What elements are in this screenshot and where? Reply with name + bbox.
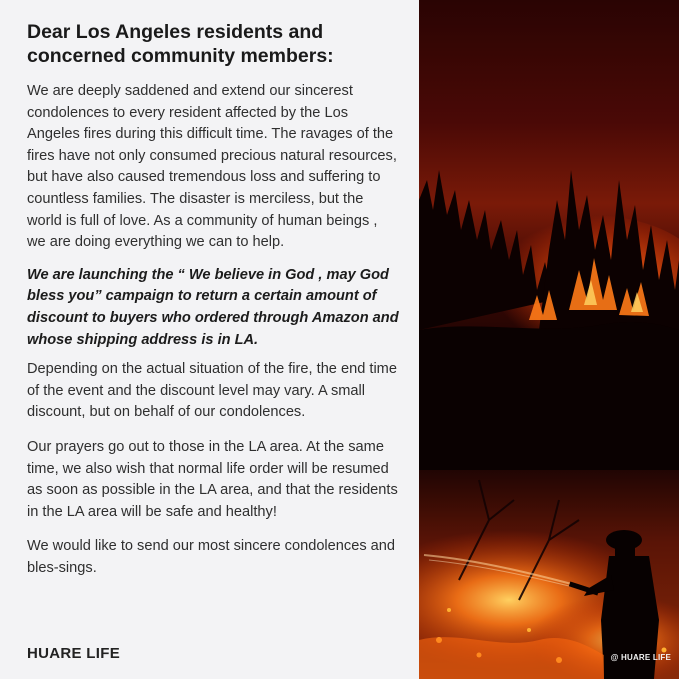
letter-heading: Dear Los Angeles residents and concerned community members: (27, 21, 334, 67)
paragraph-prayers: Our prayers go out to those in the LA area. At the same time, we also wish that normal life order will be resumed as soon as possible in the LA area, and that the residents in the LA area will be safe and healthy! (27, 438, 398, 520)
signature: HUARE LIFE (27, 645, 120, 662)
watermark: @ HUARE LIFE (610, 653, 671, 662)
paragraph-closing: We would like to send our most sincere condolences and bles-sings. (27, 538, 396, 576)
paragraph-intro: We are deeply saddened and extend our sincerest condolences to every resident affected by the Los Angeles fires during this difficult time. The ravages of the fires have not only consumed precious natural resources, but have also caused tremendous loss and suffering to countless families. The disaster is merciless, but the world is full of love. As a community of human beings , we are doing everything we can to help. (27, 83, 397, 251)
paragraph-conditions: Depending on the actual situation of the fire, the end time of the event and the discount level may vary. A small discount, but on behalf of our condolences. (27, 361, 397, 421)
paragraph-campaign: We are launching the “ We believe in God , may God bless you” campaign to return a certain amount of discount to buyers who ordered through Amazon and whose shipping address is in LA. (27, 266, 399, 348)
wildfire-illustration (419, 0, 679, 679)
wildfire-photo (419, 0, 679, 679)
